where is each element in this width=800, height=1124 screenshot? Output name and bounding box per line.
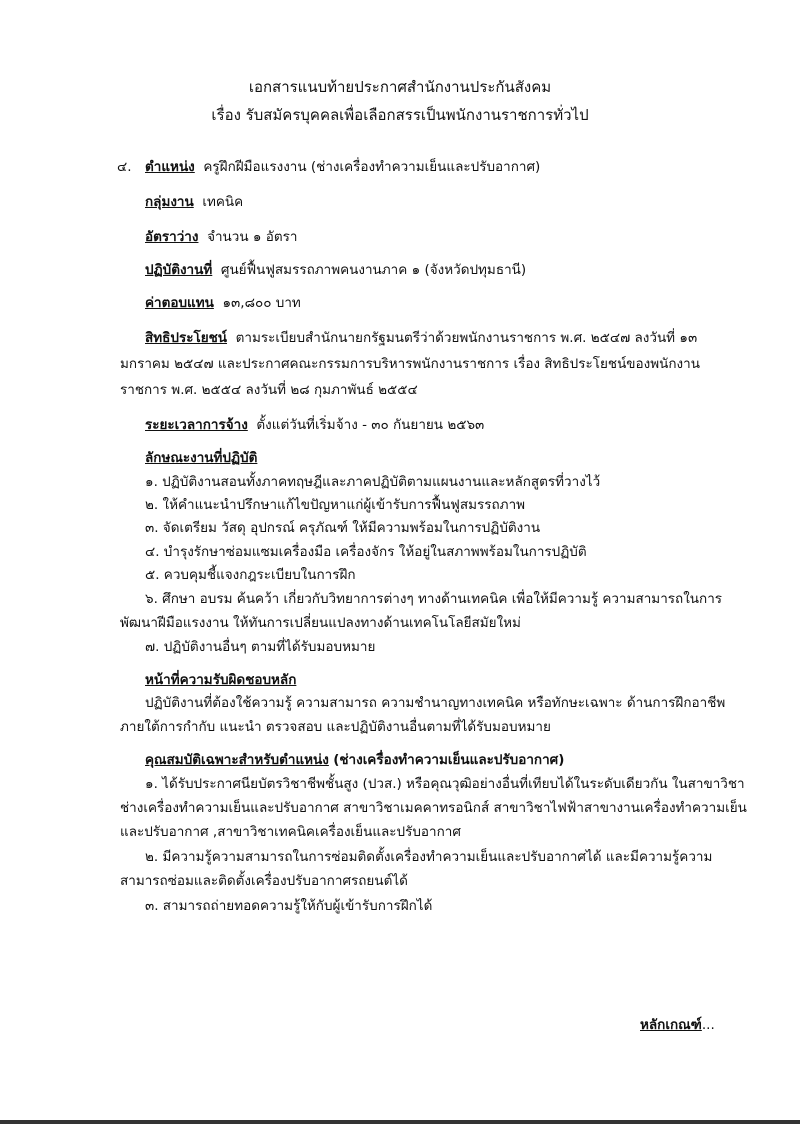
workplace-value: ศูนย์ฟื้นฟูสมรรถภาพคนงานภาค ๑ (จังหวัดปทุมธานี): [220, 262, 527, 278]
salary-row: [145, 294, 301, 312]
qualifications-heading: คุณสมบัติเฉพาะสำหรับตำแหน่ง: [145, 752, 329, 768]
position-value: ครูฝึกฝีมือแรงงาน (ช่างเครื่องทำความเย็นและปรับอากาศ): [203, 159, 541, 175]
vacancy-value: จำนวน ๑ อัตรา: [207, 229, 298, 245]
continuation-label: หลักเกณฑ์: [640, 1017, 702, 1033]
scan-edge: [0, 1120, 800, 1124]
vacancy-row: [145, 228, 297, 246]
position-label: ตำแหน่ง: [145, 159, 195, 175]
salary-label: ค่าตอบแทน: [145, 295, 214, 311]
qualification-line: ช่างเครื่องทำความเย็นและปรับอากาศ สาขาวิชาเมคคาทรอนิกส์ สาขาวิชาไฟฟ้าสาขางานเครื่องทำความเย็น: [120, 800, 747, 816]
benefits-line: ตามระเบียบสำนักนายกรัฐมนตรีว่าด้วยพนักงานราชการ พ.ศ. ๒๕๔๗ ลงวันที่ ๑๓: [235, 330, 698, 346]
responsibility-line: ภายใต้การกำกับ แนะนำ ตรวจสอบ และปฏิบัติงานอื่นตามที่ได้รับมอบหมาย: [120, 719, 551, 735]
employment-period-label: ระยะเวลาการจ้าง: [145, 417, 248, 433]
duties-heading: ลักษณะงานที่ปฏิบัติ: [145, 450, 258, 466]
duty-item: ๔. บำรุงรักษาซ่อมแซมเครื่องมือ เครื่องจักร ให้อยู่ในสภาพพร้อมในการปฏิบัติ: [145, 544, 587, 560]
header-line-2: เรื่อง รับสมัครบุคคลเพื่อเลือกสรรเป็นพนักงานราชการทั่วไป: [211, 106, 589, 124]
benefits-row: [145, 329, 697, 347]
section-number: ๔.: [117, 159, 132, 175]
duty-item: ๑. ปฏิบัติงานสอนทั้งภาคทฤษฎีและภาคปฏิบัติตามแผนงานและหลักสูตรที่วางไว้: [145, 474, 601, 490]
employment-period-value: ตั้งแต่วันที่เริ่มจ้าง - ๓๐ กันยายน ๒๕๖๓: [256, 417, 485, 433]
responsibility-line: ปฏิบัติงานที่ต้องใช้ความรู้ ความสามารถ ความชำนาญทางเทคนิค หรือทักษะเฉพาะ ด้านการฝึกอาชีพ: [145, 695, 726, 711]
duty-item: ๖. ศึกษา อบรม ค้นคว้า เกี่ยวกับวิทยาการต่างๆ ทางด้านเทคนิค เพื่อให้มีความรู้ ความสามารถในการ: [145, 591, 723, 607]
header-line-1: เอกสารแนบท้ายประกาศสำนักงานประกันสังคม: [248, 78, 552, 96]
salary-value: ๑๓,๘๐๐ บาท: [222, 295, 301, 311]
continuation-ellipsis: ...: [701, 1017, 715, 1033]
duty-item: ๗. ปฏิบัติงานอื่นๆ ตามที่ได้รับมอบหมาย: [145, 639, 376, 655]
benefits-label: สิทธิประโยชน์: [145, 330, 228, 346]
duty-item: ๕. ควบคุมชี้แจงกฎระเบียบในการฝึก: [145, 567, 356, 583]
group-value: เทคนิค: [202, 194, 244, 210]
duty-item: ๓. จัดเตรียม วัสดุ อุปกรณ์ ครุภัณฑ์ ให้มีความพร้อมในการปฏิบัติงาน: [145, 520, 541, 536]
duty-item: พัฒนาฝีมือแรงงาน ให้ทันการเปลี่ยนแปลงทางด้านเทคโนโลยีสมัยใหม่: [120, 615, 521, 631]
benefits-line: ราชการ พ.ศ. ๒๕๕๔ ลงวันที่ ๒๘ กุมภาพันธ์ ๒๕๕๔: [120, 382, 418, 398]
position-row: [145, 158, 540, 176]
qualification-line: ๓. สามารถถ่ายทอดความรู้ให้กับผู้เข้ารับการฝึกได้: [145, 898, 433, 914]
qualification-line: ๑. ได้รับประกาศนียบัตรวิชาชีพชั้นสูง (ปวส.) หรือคุณวุฒิอย่างอื่นที่เทียบได้ในระดับเดียวกัน ในสาขาวิชา: [145, 776, 745, 792]
group-row: [145, 193, 243, 211]
responsibility-heading: หน้าที่ความรับผิดชอบหลัก: [145, 672, 297, 688]
qualifications-heading-suffix: (ช่างเครื่องทำความเย็นและปรับอากาศ): [333, 752, 565, 768]
benefits-line: มกราคม ๒๕๔๗ และประกาศคณะกรรมการบริหารพนักงานราชการ เรื่อง สิทธิประโยชน์ของพนักงาน: [120, 356, 700, 372]
continuation-marker: [640, 1016, 715, 1034]
qualification-line: และปรับอากาศ ,สาขาวิชาเทคนิคเครื่องเย็นและปรับอากาศ: [120, 824, 461, 840]
vacancy-label: อัตราว่าง: [145, 229, 199, 245]
qualifications-heading-row: [145, 751, 564, 769]
workplace-label: ปฏิบัติงานที่: [145, 262, 213, 278]
employment-period-row: [145, 416, 484, 434]
qualification-line: ๒. มีความรู้ความสามารถในการซ่อมติดตั้งเครื่องทำความเย็นและปรับอากาศได้ และมีความรู้ความ: [145, 849, 713, 865]
qualification-line: สามารถซ่อมและติดตั้งเครื่องปรับอากาศรถยนต์ได้: [120, 873, 408, 889]
duty-item: ๒. ให้คำแนะนำปรึกษาแก้ไขปัญหาแก่ผู้เข้ารับการฟื้นฟูสมรรถภาพ: [145, 497, 526, 513]
workplace-row: [145, 261, 526, 279]
group-label: กลุ่มงาน: [145, 194, 194, 210]
